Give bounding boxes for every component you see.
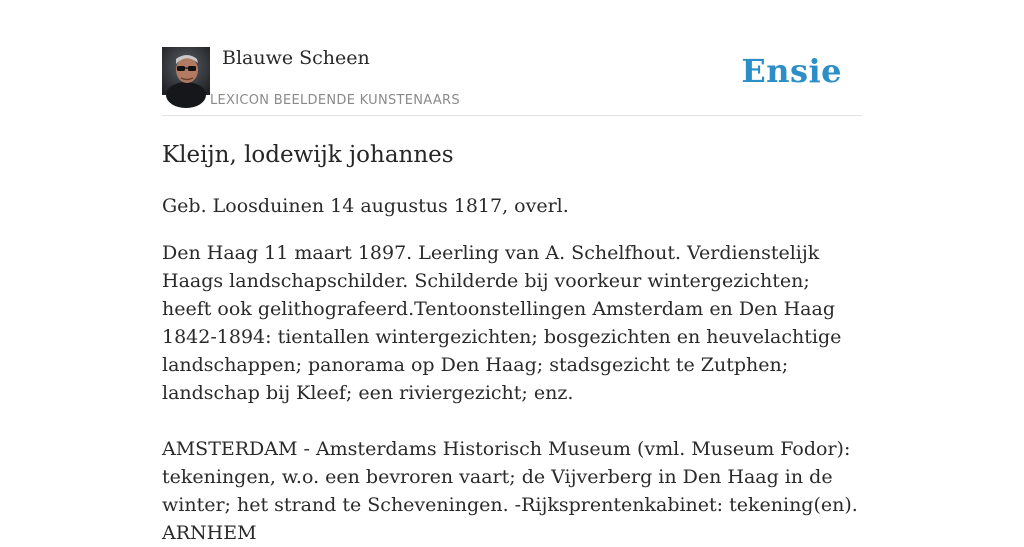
ensie-logo[interactable]: Ensie	[741, 52, 842, 90]
article-paragraph: AMSTERDAM - Amsterdams Historisch Museum (vml. Museum Fodor): tekeningen, w.o. een bevroren vaart; de Vijverberg in Den Haag in de winter; het strand te Scheveningen. -Rijksprentenkabinet: tekening(en). ARNHEM	[162, 438, 858, 544]
publication-name[interactable]: LEXICON BEELDENDE KUNSTENAARS	[210, 93, 460, 108]
article-title: Kleijn, lodewijk johannes	[162, 142, 454, 168]
author-avatar[interactable]	[162, 47, 210, 95]
author-name[interactable]: Blauwe Scheen	[222, 47, 370, 69]
article-paragraph: Den Haag 11 maart 1897. Leerling van A. Schelfhout. Verdienstelijk Haags landschapschilder. Schilderde bij voorkeur wintergezichten; heeft ook gelithografeerd.Tentoonstellingen Amsterdam en Den Haag 1842-1894: tientallen wintergezichten; bosgezichten en heuvelachtige landschappen; panorama op Den Haag; stadsgezicht te Zutphen; landschap bij Kleef; een riviergezicht; enz.	[162, 242, 842, 404]
person-portrait-icon	[162, 47, 210, 95]
article-paragraph: Geb. Loosduinen 14 augustus 1817, overl.	[162, 195, 569, 217]
article-header	[162, 46, 862, 116]
